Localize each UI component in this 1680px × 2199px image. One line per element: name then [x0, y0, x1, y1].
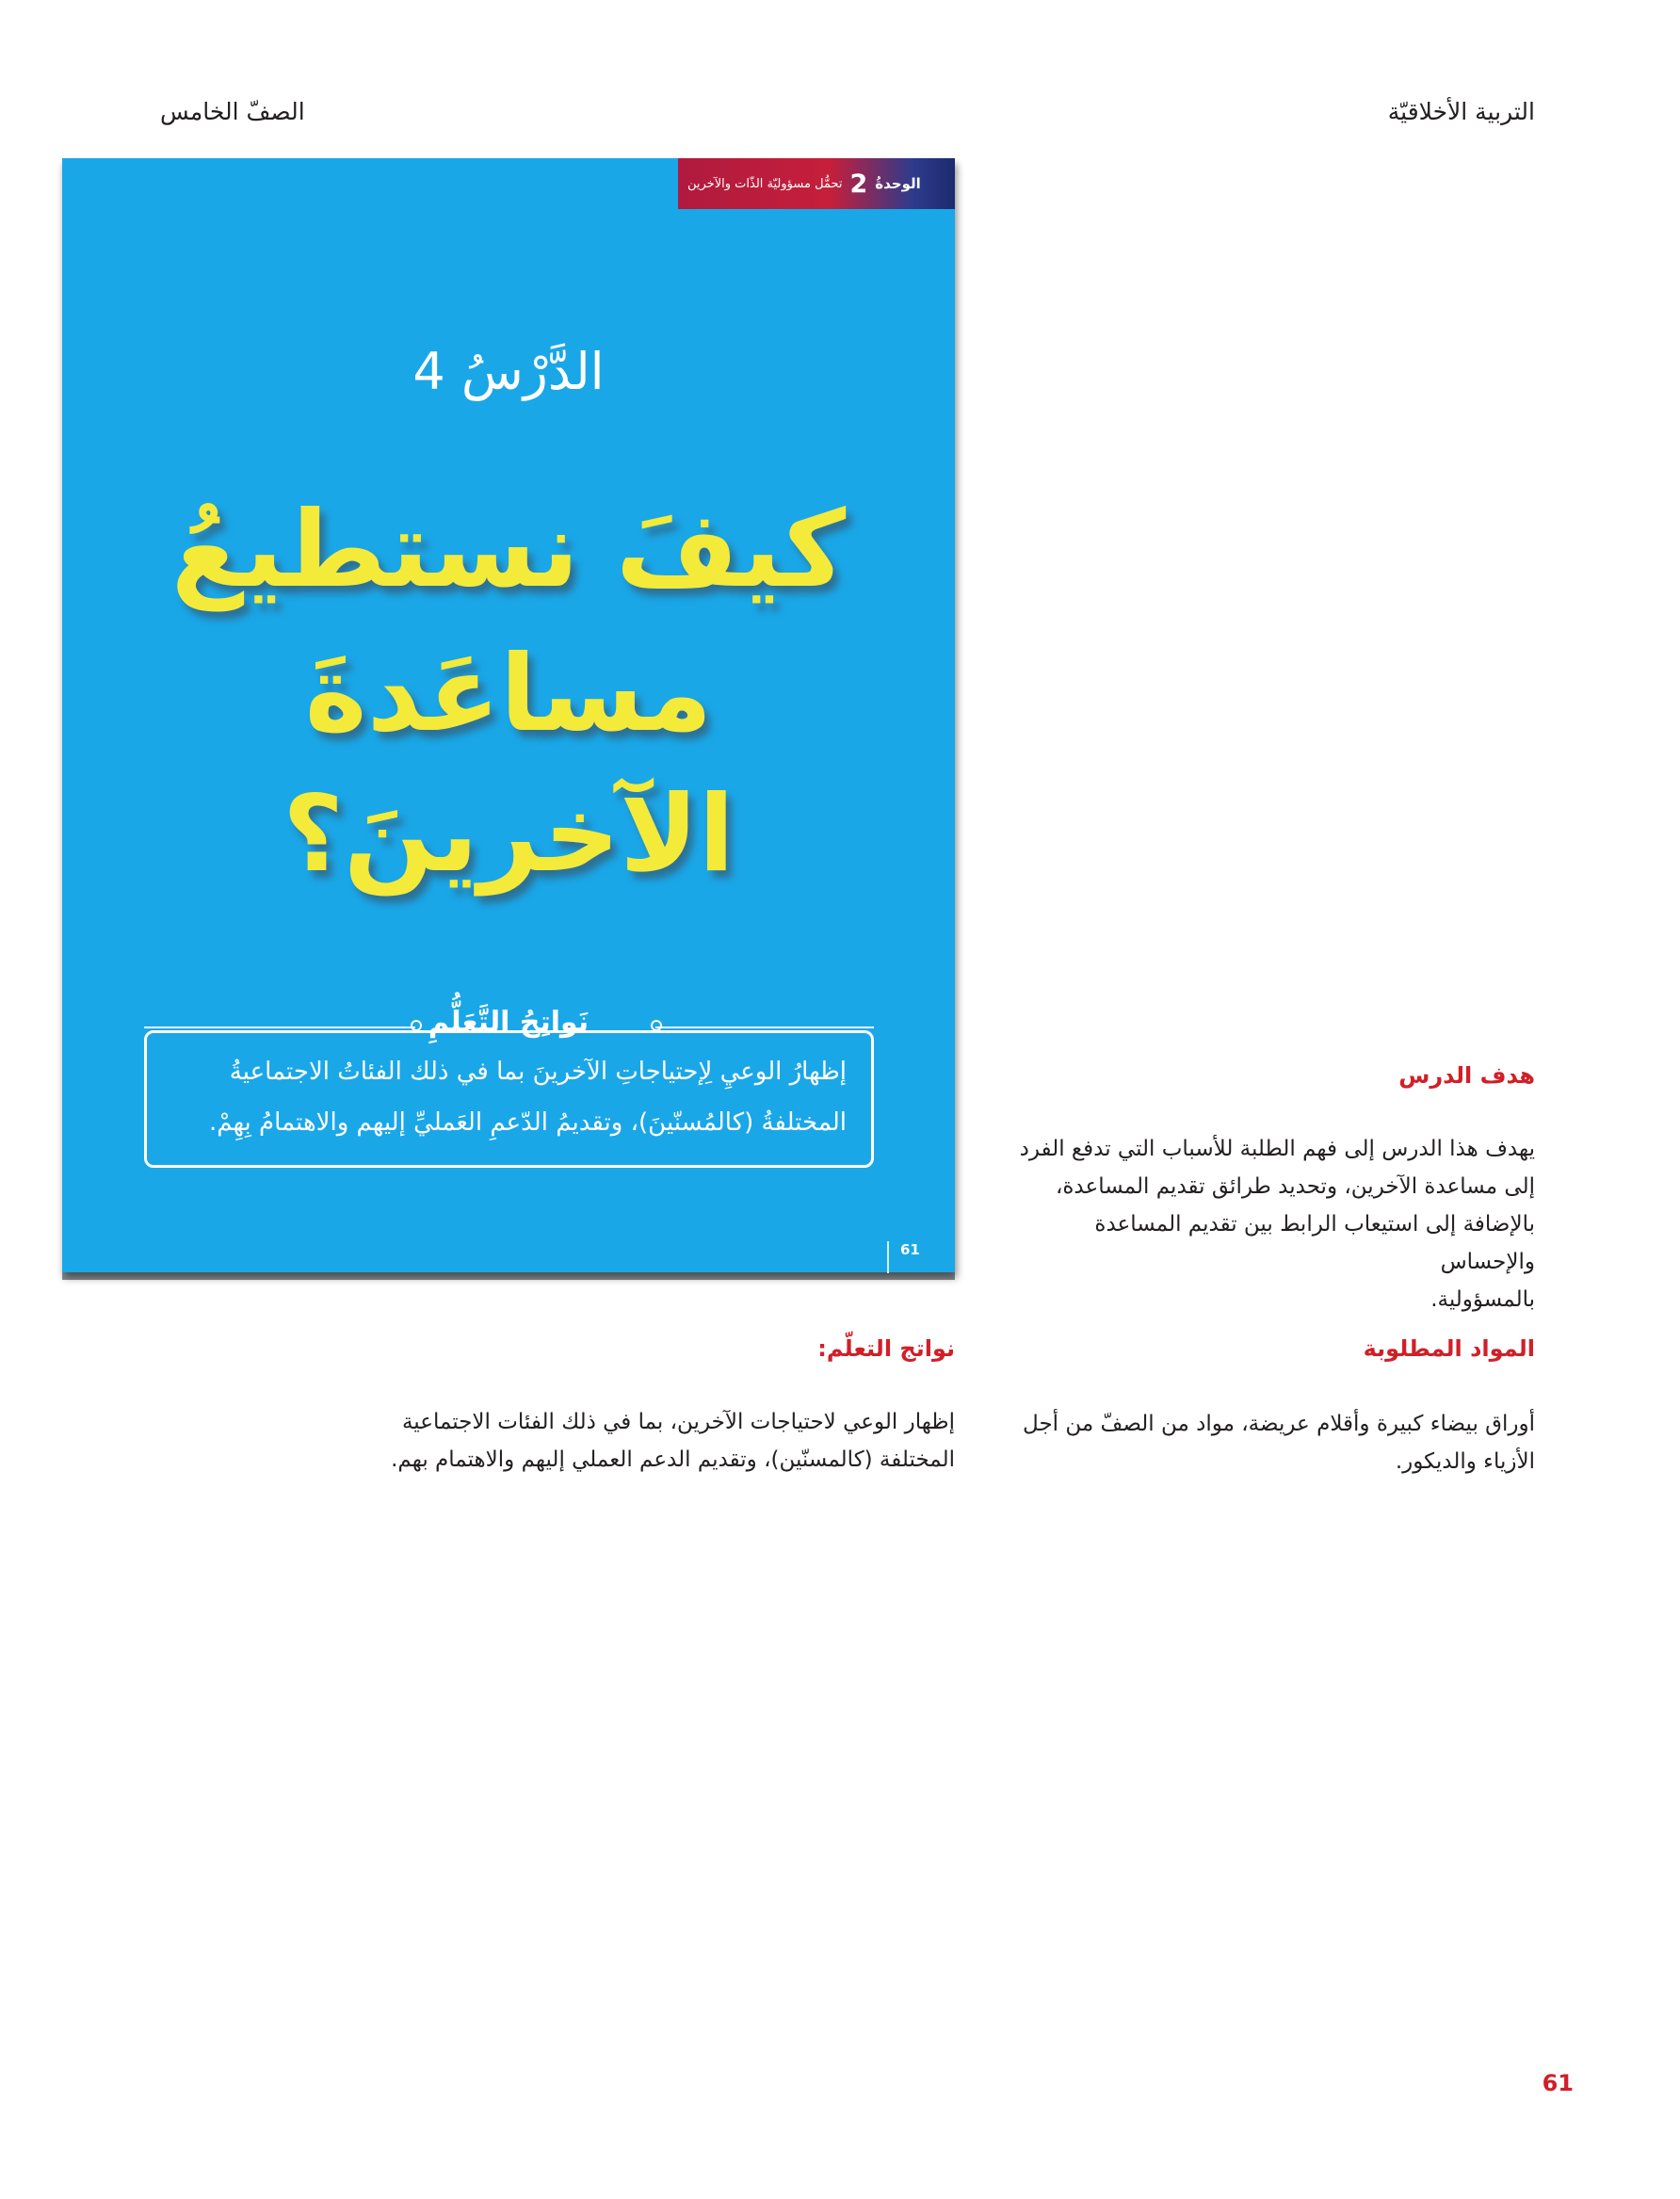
materials-title: المواد المطلوبة — [1363, 1335, 1535, 1362]
outcomes-line: المختلفة (كالمسنّين)، وتقديم الدعم العملي إليهم والاهتمام بهم. — [391, 1447, 955, 1472]
lesson-label: الدَّرْسُ 4 — [412, 342, 605, 401]
student-book-page — [62, 158, 955, 1272]
grade-header: الصفّ الخامس — [160, 98, 305, 125]
unit-title: تحمُّل مسؤوليّة الذّات والآخرين — [687, 176, 843, 191]
materials-line: أوراق بيضاء كبيرة وأقلام عريضة، مواد من الصفّ من أجل — [1023, 1412, 1535, 1436]
outcomes-title: نواتج التعلّم: — [817, 1335, 955, 1362]
materials-text — [1008, 1405, 1535, 1480]
lesson-title-line-2: مساعَدةَ — [304, 633, 713, 755]
goal-line: بالمسؤولية. — [1430, 1287, 1535, 1312]
book-page-number: 61 — [900, 1241, 920, 1258]
unit-number: 2 — [849, 169, 868, 199]
goal-line: إلى مساعدة الآخرين، وتحديد طرائق تقديم المساعدة، — [1055, 1174, 1535, 1199]
outcomes-line-2: المختلفةُ (كالمُسنّينَ)، وتقديمُ الدّعمِ العَمليِّ إليهم والاهتمامُ بِهِمْ. — [209, 1108, 847, 1137]
lesson-title-line-1: كيفَ نستطيعُ — [170, 489, 847, 611]
book-page-divider — [887, 1241, 889, 1273]
goal-title: هدف الدرس — [1398, 1062, 1535, 1089]
outcomes-divider-right — [655, 1027, 874, 1028]
outcomes-text — [390, 1403, 955, 1479]
unit-ribbon — [678, 158, 955, 209]
lesson-title-line-3: الآخرينَ؟ — [283, 773, 735, 896]
outcomes-divider-left — [144, 1027, 415, 1028]
page-number: 61 — [1542, 2070, 1574, 2096]
unit-word: الوحدةُ — [875, 175, 921, 192]
outcomes-box — [144, 1030, 874, 1168]
outcomes-box-title: نَواتِجُ التَّعَلُّمِ — [428, 1006, 590, 1039]
materials-line: الأزياء والديكور. — [1395, 1449, 1535, 1474]
goal-line: يهدف هذا الدرس إلى فهم الطلبة للأسباب التي تدفع الفرد — [1019, 1137, 1535, 1161]
goal-text — [1008, 1130, 1535, 1318]
outcomes-line-1: إظهارُ الوعيِ لِإحتياجاتِ الآخرينَ بما في ذلك الفئاتُ الاجتماعيةُ — [229, 1058, 847, 1086]
outcomes-line: إظهار الوعي لاحتياجات الآخرين، بما في ذلك الفئات الاجتماعية — [401, 1410, 955, 1434]
goal-line: بالإضافة إلى استيعاب الرابط بين تقديم المساعدة والإحساس — [1094, 1212, 1535, 1274]
subject-header: التربية الأخلاقيّة — [1387, 98, 1535, 125]
